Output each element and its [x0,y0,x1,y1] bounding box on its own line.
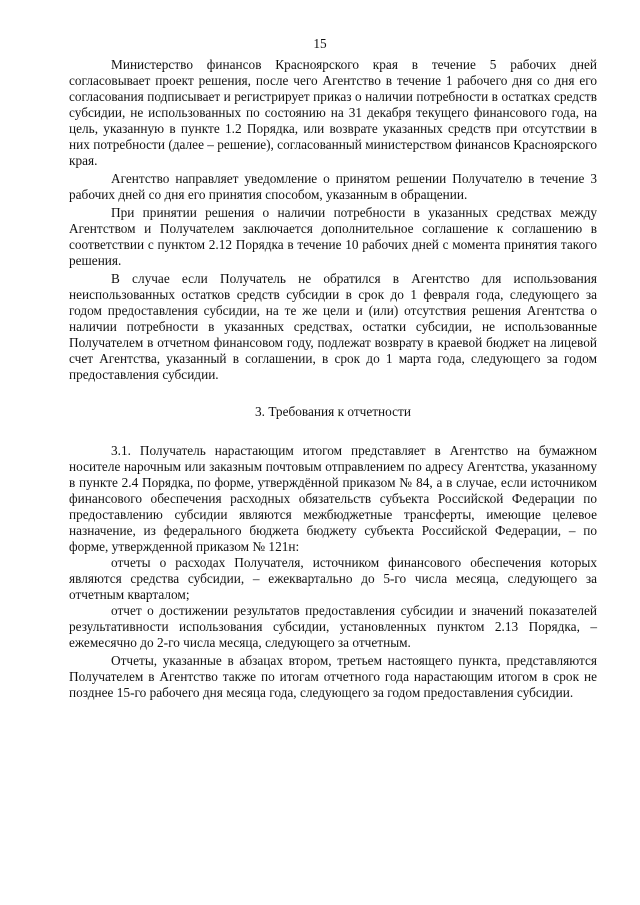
paragraph-results-report: отчет о достижении результатов предоставления субсидии и значений показателей результативности использования субсидии, установленных пунктом 2.13 Порядка, – ежемесячно до 2-го числа месяца, следующего за отчетным. [69,603,597,650]
paragraph-notification: Агентство направляет уведомление о принятом решении Получателю в течение 3 рабочих дней со дня его принятия способом, указанным в обращении. [69,171,597,202]
paragraph-mof-approval: Министерство финансов Красноярского края в течение 5 рабочих дней согласовывает проект решения, после чего Агентство в течение 1 рабочего дня со дня его согласования подписывает и регистрирует приказ о наличии потребности в остатках средств субсидии, не использованных по состоянию на 31 декабря текущего финансового года, на цель, указанную в пункте 1.2 Порядка, или возврате указанных средств при отсутствии в них потребности (далее – решение), согласованный министерством финансов Красноярского края. [69,57,597,168]
paragraph-annual-reports: Отчеты, указанные в абзацах втором, третьем настоящего пункта, представляются Получателем в Агентство также по итогам отчетного года нарастающим итогом в срок не позднее 15-го рабочего дня месяца года, следующего за годом предоставления субсидии. [69,653,597,700]
paragraph-3-1: 3.1. Получатель нарастающим итогом представляет в Агентство на бумажном носителе нарочным или заказным почтовым отправлением по адресу Агентства, указанному в пункте 2.4 Порядка, по форме, утверждённой приказом № 84, а в случае, если источником финансового обеспечения расходных обязательств субъекта Российской Федерации по предоставлению субсидии являются межбюджетные трансферты, имеющие целевое назначение, из федерального бюджета бюджету субъекта Российской Федерации, – по форме, утвержденной приказом № 121н: [69,443,597,554]
paragraph-additional-agreement: При принятии решения о наличии потребности в указанных средствах между Агентством и Получателем заключается дополнительное соглашение к соглашению в соответствии с пунктом 2.12 Порядка в течение 10 рабочих дней с момента принятия такого решения. [69,205,597,268]
paragraph-expense-reports: отчеты о расходах Получателя, источником финансового обеспечения которых являются средства субсидии, – ежеквартально до 5-го числа месяца, следующего за отчетным кварталом; [69,555,597,602]
document-body [69,57,597,701]
section-heading: 3. Требования к отчетности [255,404,411,419]
paragraph-return-of-funds: В случае если Получатель не обратился в Агентство для использования неиспользованных остатков средств субсидии в срок до 1 февраля года, следующего за годом предоставления субсидии, на те же цели и (или) отсутствия решения Агентства о наличии потребности в указанных средствах, остатки субсидии, не использованные Получателем в отчетном финансовом году, подлежат возврату в краевой бюджет на лицевой счет Агентства, указанный в соглашении, в срок до 1 марта года, следующего за годом предоставления субсидии. [69,271,597,382]
page-number: 15 [313,36,327,51]
